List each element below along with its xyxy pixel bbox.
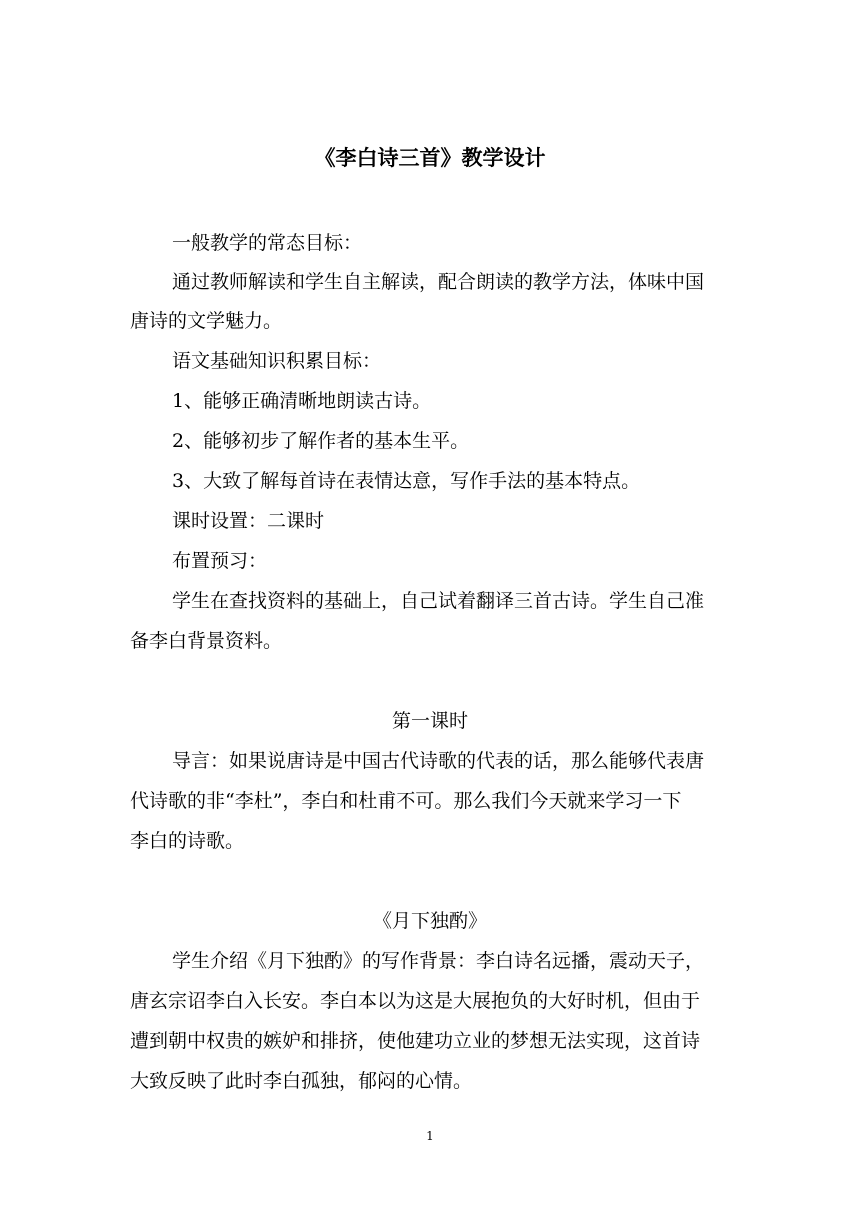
section-heading: 第一课时 — [391, 710, 468, 732]
paragraph-line: 代诗歌的非“李杜”，李白和杜甫不可。那么我们今天就来学习一下 — [130, 790, 682, 812]
list-item: 3、大致了解每首诗在表情达意，写作手法的基本特点。 — [172, 470, 641, 492]
list-item: 2、能够初步了解作者的基本生平。 — [172, 430, 470, 452]
paragraph-line: 一般教学的常态目标： — [172, 232, 363, 254]
document-title: 《李白诗三首》教学设计 — [314, 145, 546, 170]
paragraph-line: 李白的诗歌。 — [130, 830, 245, 852]
section-heading: 《月下独酌》 — [372, 910, 487, 932]
paragraph-line: 语文基础知识积累目标： — [172, 350, 382, 372]
paragraph-line: 课时设置：二课时 — [172, 510, 325, 532]
paragraph-line: 备李白背景资料。 — [130, 630, 283, 652]
list-item: 1、能够正确清晰地朗读古诗。 — [172, 390, 432, 412]
paragraph-line: 学生介绍《月下独酌》的写作背景：李白诗名远播，震动天子， — [172, 950, 705, 972]
paragraph-line: 布置预习： — [172, 550, 268, 572]
page-number: 1 — [426, 1129, 434, 1143]
paragraph-line: 唐玄宗诏李白入长安。李白本以为这是大展抱负的大好时机，但由于 — [130, 990, 701, 1012]
paragraph-line: 通过教师解读和学生自主解读，配合朗读的教学方法，体味中国 — [172, 271, 705, 293]
paragraph-line: 遭到朝中权贵的嫉妒和排挤，使他建功立业的梦想无法实现，这首诗 — [130, 1030, 701, 1052]
paragraph-line: 学生在查找资料的基础上，自己试着翻译三首古诗。学生自己准 — [172, 590, 705, 612]
paragraph-line: 唐诗的文学魅力。 — [130, 310, 283, 332]
paragraph-line: 大致反映了此时李白孤独，郁闷的心情。 — [130, 1070, 473, 1092]
paragraph-line: 导言：如果说唐诗是中国古代诗歌的代表的话，那么能够代表唐 — [172, 750, 705, 772]
